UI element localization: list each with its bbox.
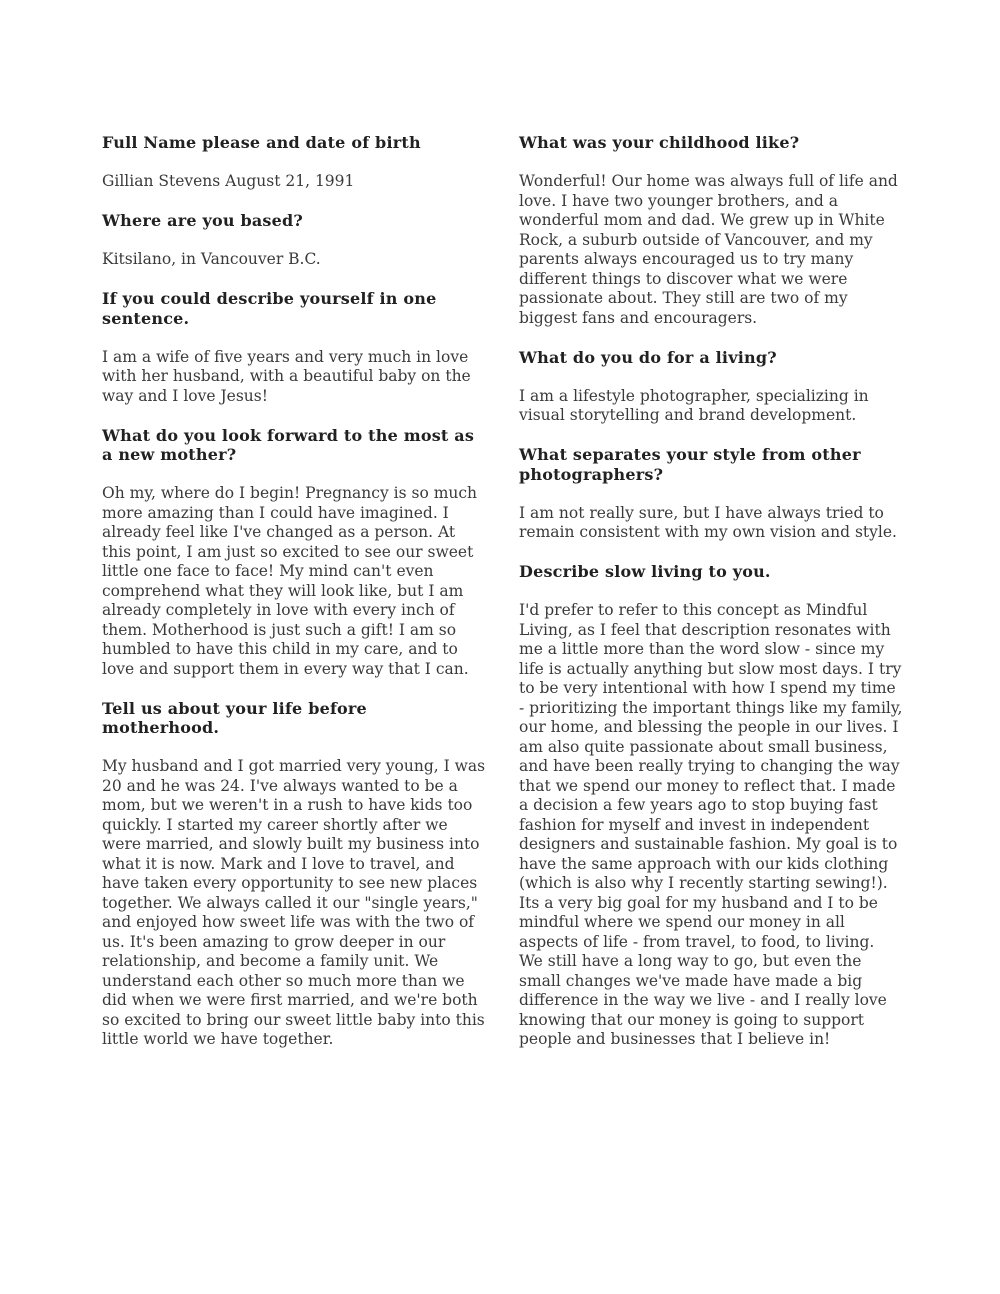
answer-paragraph: Kitsilano, in Vancouver B.C. — [102, 250, 321, 268]
question-heading: If you could describe yourself in one sentence. — [102, 289, 437, 328]
question-heading: What do you look forward to the most as a new mother? — [102, 425, 475, 464]
answer-paragraph: I am a wife of five years and very much in love with her husband, with a beautiful baby on the way and I love Jesus! — [102, 347, 471, 405]
question-heading: Full Name please and date of birth — [102, 133, 421, 152]
answer-paragraph: Gillian Stevens August 21, 1991 — [102, 172, 355, 190]
question-heading: What do you do for a living? — [519, 347, 777, 367]
answer-paragraph: Oh my, where do I begin! Pregnancy is so much more amazing than I could have imagined. I already feel like I've changed as a person. At this point, I am just so excited to see our sweet little one face to face! My mind can't even comprehend what they will look like, but I am already completely in love with every inch of them. Motherhood is just such a gift! I am so humbled to have this child in my care, and to love and support them in every way that I can. — [102, 484, 478, 678]
answer-paragraph: Wonderful! Our home was always full of life and love. I have two younger brothers, and a wonderful mom and dad. We grew up in White Rock, a suburb outside of Vancouver, and my parents always encouraged us to try many different things to discover what we were passionate about. They still are two of my biggest fans and encouragers. — [519, 172, 898, 327]
question-heading: Describe slow living to you. — [519, 562, 771, 581]
answer-paragraph: My husband and I got married very young, I was 20 and he was 24. I've always wanted to be a mom, but we weren't in a rush to have kids too quickly. I started my career shortly after we were married, and slowly built my business into what it is now. Mark and I love to travel, and have taken every opportunity to see new places together. We always called it our "single years," and enjoyed how sweet life was with the two of us. It's been amazing to grow deeper in our relationship, and become a family unit. We understand each other so much more than we did when we were first married, and we're both so excited to bring our sweet little baby into this little world we have together. — [102, 757, 486, 1048]
answer-paragraph: I'd prefer to refer to this concept as Mindful Living, as I feel that description resonates with me a little more than the word slow - since my life is actually anything but slow most days. I try to be very intentional with how I spend my time - prioritizing the important things like my family, our home, and blessing the people in our lives. I am also quite passionate about small business, and have been really trying to changing the way that we spend our money to reflect that. I made a decision a few years ago to stop buying fast fashion for myself and invest in independent designers and sustainable fashion. My goal is to have the same approach with our kids clothing (which is also why I recently starting sewing!). Its a very big goal for my husband and I to be mindful where we spend our money in all aspects of life - from travel, to food, to living. We still have a long way to go, but even the small changes we've made have made a big difference in the way we live - and I really love knowing that our money is going to support people and businesses that I believe in! — [519, 601, 903, 1048]
document-page — [102, 133, 902, 1069]
answer-paragraph: I am not really sure, but I have always tried to remain consistent with my own vision and style. — [519, 503, 897, 541]
question-heading: Tell us about your life before motherhood. — [102, 698, 367, 737]
column-left — [102, 133, 486, 1069]
question-heading: What was your childhood like? — [519, 133, 800, 152]
answer-paragraph: I am a lifestyle photographer, specializing in visual storytelling and brand development. — [519, 386, 869, 424]
question-heading: What separates your style from other photographers? — [519, 445, 861, 484]
question-heading: Where are you based? — [102, 211, 303, 230]
column-right — [519, 133, 903, 1069]
